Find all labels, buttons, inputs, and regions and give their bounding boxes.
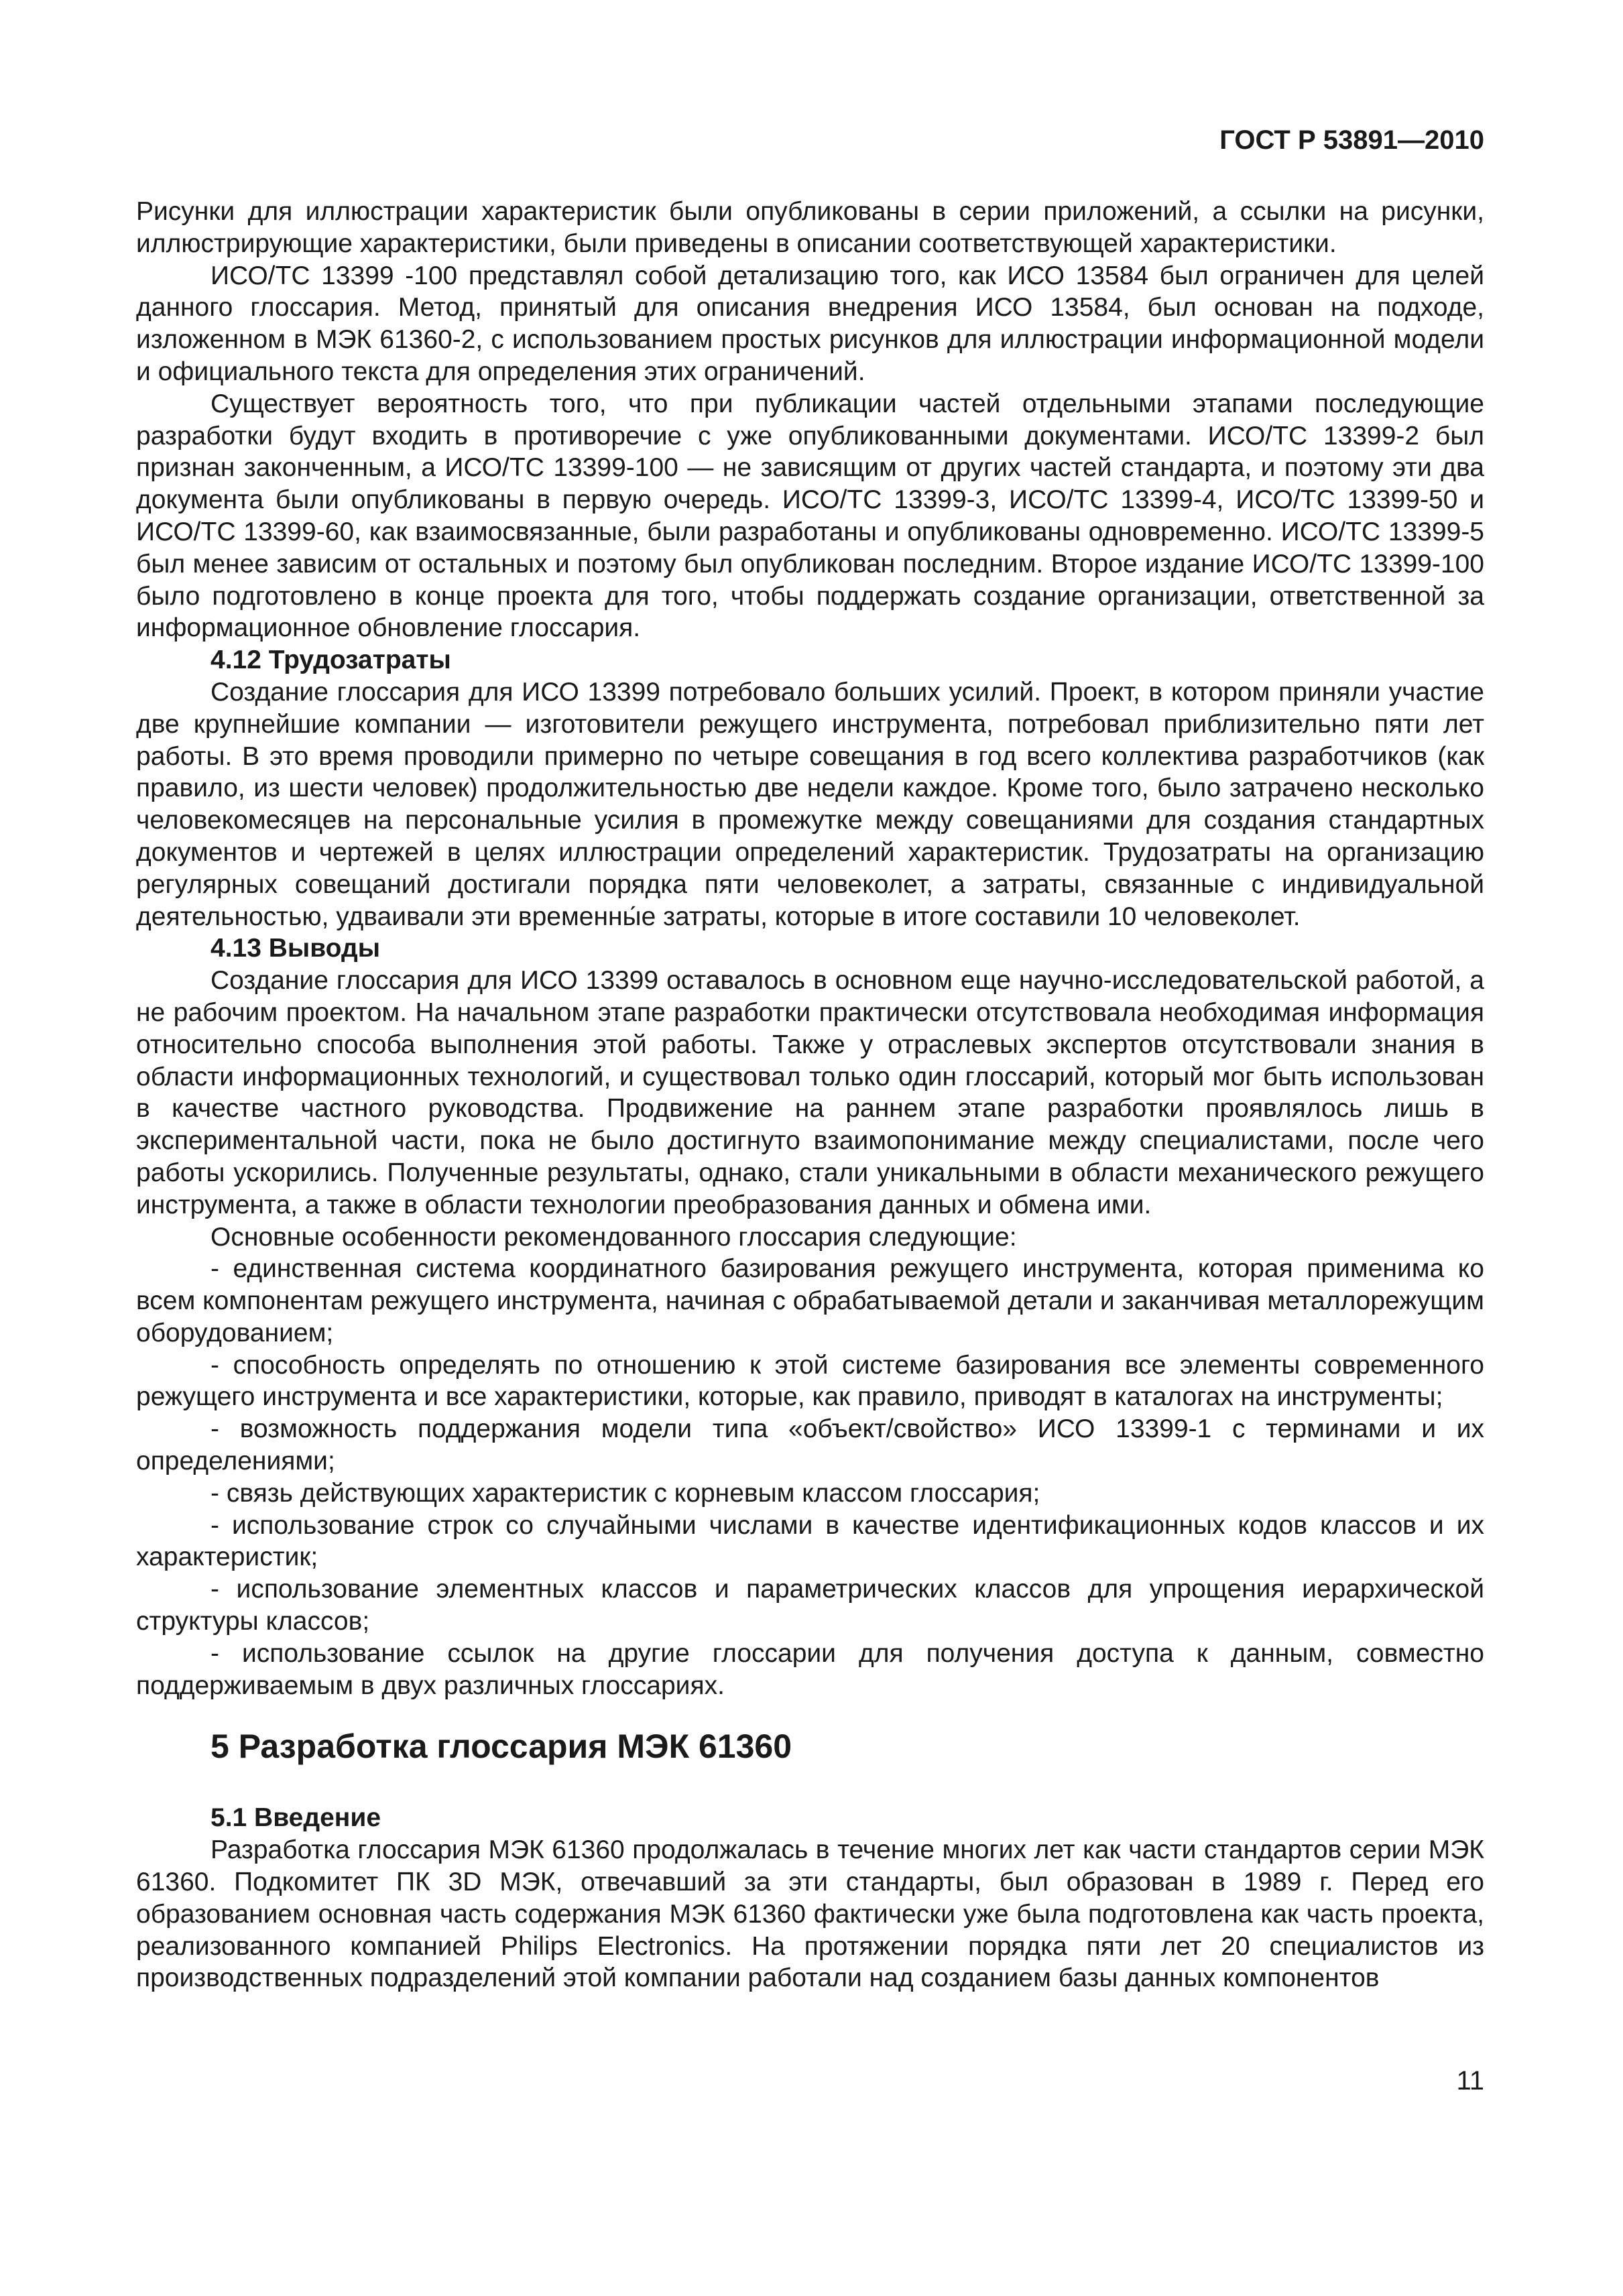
list-item: - возможность поддержания модели типа «объект/свойство» ИСО 13399-1 с терминами и их определениями; bbox=[136, 1414, 1484, 1476]
list-item: - использование элементных классов и параметрических классов для упрощения иерархической структуры классов; bbox=[136, 1575, 1484, 1636]
section-heading-4-12: 4.12 Трудозатраты bbox=[211, 646, 451, 675]
standard-code-header: ГОСТ Р 53891—2010 bbox=[1219, 125, 1484, 155]
list-item: - использование ссылок на другие глоссарии для получения доступа к данным, совместно поддерживаемым в двух различных глоссариях. bbox=[136, 1638, 1484, 1700]
section-heading-4-13: 4.13 Выводы bbox=[211, 934, 381, 963]
paragraph: Создание глоссария для ИСО 13399 потребовало больших усилий. Проект, в котором приняли участие две крупнейшие компании — изготовители режущего инструмента, потребовал приблизительно пяти лет работы. В это время проводили примерно по четыре совещания в год всего коллектива разработчиков (как правило, из шести человек) продолжительностью две недели каждое. Кроме того, было затрачено несколько человекомесяцев на персональные усилия в промежутке между совещаниями для создания стандартных документов и чертежей в целях иллюстрации определений характеристик. Трудозатраты на организацию регулярных совещаний достигали порядка пяти человеколет, а затраты, связанные с индивидуальной деятельностью, удваивали эти временны́е затраты, которые в итоге составили 10 человеколет. bbox=[136, 677, 1484, 931]
section-heading-5-1: 5.1 Введение bbox=[211, 1803, 381, 1833]
document-body bbox=[136, 196, 1484, 1994]
paragraph: ИСО/ТС 13399 -100 представлял собой детализацию того, как ИСО 13584 был ограничен для целей данного глоссария. Метод, принятый для описания внедрения ИСО 13584, был основан на подходе, изложенном в МЭК 61360-2, с использованием простых рисунков для иллюстрации информационной модели и официального текста для определения этих ограничений. bbox=[136, 261, 1484, 386]
paragraph: Основные особенности рекомендованного глоссария следующие: bbox=[211, 1222, 1017, 1252]
paragraph: Разработка глоссария МЭК 61360 продолжалась в течение многих лет как части стандартов серии МЭК 61360. Подкомитет ПК 3D МЭК, отвечавший за эти стандарты, был образован в 1989 г. Перед его образованием основная часть содержания МЭК 61360 фактически уже была подготовлена как часть проекта, реализованного компанией Philips Electronics. На протяжении порядка пяти лет 20 специалистов из производственных подразделений этой компании работали над созданием базы данных компонентов bbox=[136, 1835, 1484, 1993]
list-item: - связь действующих характеристик с корневым классом глоссария; bbox=[211, 1478, 1040, 1508]
list-item: - использование строк со случайными числами в качестве идентификационных кодов классов и их характеристик; bbox=[136, 1510, 1484, 1572]
paragraph: Рисунки для иллюстрации характеристик были опубликованы в серии приложений, а ссылки на рисунки, иллюстрирующие характеристики, были приведены в описании соответствующей характеристики. bbox=[136, 197, 1484, 258]
paragraph: Существует вероятность того, что при публикации частей отдельными этапами последующие разработки будут входить в противоречие с уже опубликованными документами. ИСО/ТС 13399-2 был признан законченным, а ИСО/ТС 13399-100 — не зависящим от других частей стандарта, и поэтому эти два документа были опубликованы в первую очередь. ИСО/ТС 13399-3, ИСО/ТС 13399-4, ИСО/ТС 13399-50 и ИСО/ТС 13399-60, как взаимосвязанные, были разработаны и опубликованы одновременно. ИСО/ТС 13399-5 был менее зависим от остальных и поэтому был опубликован последним. Второе издание ИСО/ТС 13399-100 было подготовлено в конце проекта для того, чтобы поддержать создание организации, ответственной за информационное обновление глоссария. bbox=[136, 389, 1484, 643]
list-item: - единственная система координатного базирования режущего инструмента, которая применима ко всем компонентам режущего инструмента, начиная с обрабатываемой детали и заканчивая металлорежущим оборудованием; bbox=[136, 1254, 1484, 1347]
paragraph: Создание глоссария для ИСО 13399 оставалось в основном еще научно-исследовательской работой, а не рабочим проектом. На начальном этапе разработки практически отсутствовала необходимая информация относительно способа выполнения этой работы. Также у отраслевых экспертов отсутствовали знания в области информационных технологий, и существовал только один глоссарий, который мог быть использован в качестве частного руководства. Продвижение на раннем этапе разработки проявлялось лишь в экспериментальной части, пока не было достигнуто взаимопонимание между специалистами, после чего работы ускорились. Полученные результаты, однако, стали уникальными в области механического режущего инструмента, а также в области технологии преобразования данных и обмена ими. bbox=[136, 966, 1484, 1219]
page-number: 11 bbox=[1456, 2066, 1484, 2096]
chapter-heading-5: 5 Разработка глоссария МЭК 61360 bbox=[211, 1728, 792, 1766]
list-item: - способность определять по отношению к этой системе базирования все элементы современного режущего инструмента и все характеристики, которые, как правило, приводят в каталогах на инструменты; bbox=[136, 1350, 1484, 1412]
